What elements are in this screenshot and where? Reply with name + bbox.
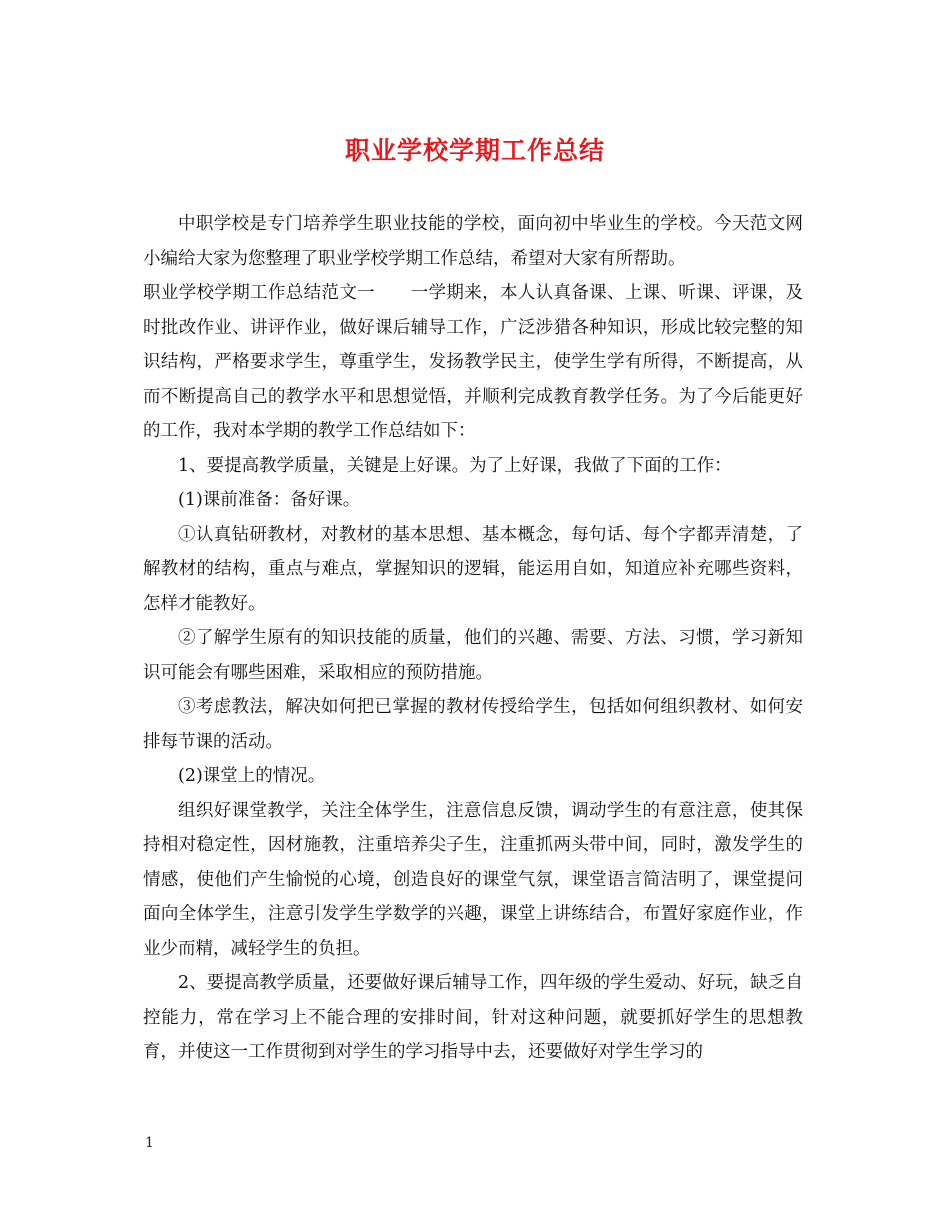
paragraph-point-1: 1、要提高教学质量，关键是上好课。为了上好课，我做了下面的工作： (178, 455, 732, 476)
paragraph-item-3: ③考虑教法，解决如何把已掌握的教材传授给学生，包括如何组织教材、如何安排每节课的活动。 (143, 697, 803, 752)
paragraph-item-1: ①认真钻研教材，对教材的基本思想、基本概念，每句话、每个字都弄清楚，了解教材的结构，重点与难点，掌握知识的逻辑，能运用自如，知道应补充哪些资料，怎样才能教好。 (143, 524, 803, 614)
paragraph-subpoint-2: (2)课堂上的情况。 (178, 766, 326, 786)
document-body (143, 207, 803, 1070)
paragraph-point-2: 2、要提高教学质量，还要做好课后辅导工作，四年级的学生爱动、好玩，缺乏自控能力，常在学习上不能合理的安排时间，针对这种问题，就要抓好学生的思想教育，并使这一工作贯彻到对学生的学习指导中去，还要做好对学生学习的 (143, 973, 803, 1062)
document-title: 职业学校学期工作总结 (344, 136, 605, 165)
paragraph-sample-one: 职业学校学期工作总结范文一 一学期来，本人认真备课、上课、听课、评课，及时批改作业、讲评作业，做好课后辅导工作，广泛涉猎各种知识，形成比较完整的知识结构，严格要求学生，尊重学生，发扬教学民主，使学生学有所得，不断提高，从而不断提高自己的教学水平和思想觉悟，并顺利完成教育教学任务。为了今后能更好的工作，我对本学期的教学工作总结如下： (143, 283, 803, 441)
page-number: 1 (145, 1135, 154, 1151)
paragraph-subpoint-1: (1)课前准备：备好课。 (178, 490, 361, 510)
paragraph-classroom: 组织好课堂教学，关注全体学生，注意信息反馈，调动学生的有意注意，使其保持相对稳定性，因材施教，注重培养尖子生，注重抓两头带中间，同时，激发学生的情感，使他们产生愉悦的心境，创造良好的课堂气氛，课堂语言简洁明了，课堂提问面向全体学生，注意引发学生学数学的兴趣，课堂上讲练结合，布置好家庭作业，作业少而精，减轻学生的负担。 (143, 800, 803, 959)
paragraph-intro: 中职学校是专门培养学生职业技能的学校，面向初中毕业生的学校。今天范文网小编给大家为您整理了职业学校学期工作总结，希望对大家有所帮助。 (143, 214, 803, 269)
paragraph-item-2: ②了解学生原有的知识技能的质量，他们的兴趣、需要、方法、习惯，学习新知识可能会有哪些困难，采取相应的预防措施。 (143, 628, 803, 683)
